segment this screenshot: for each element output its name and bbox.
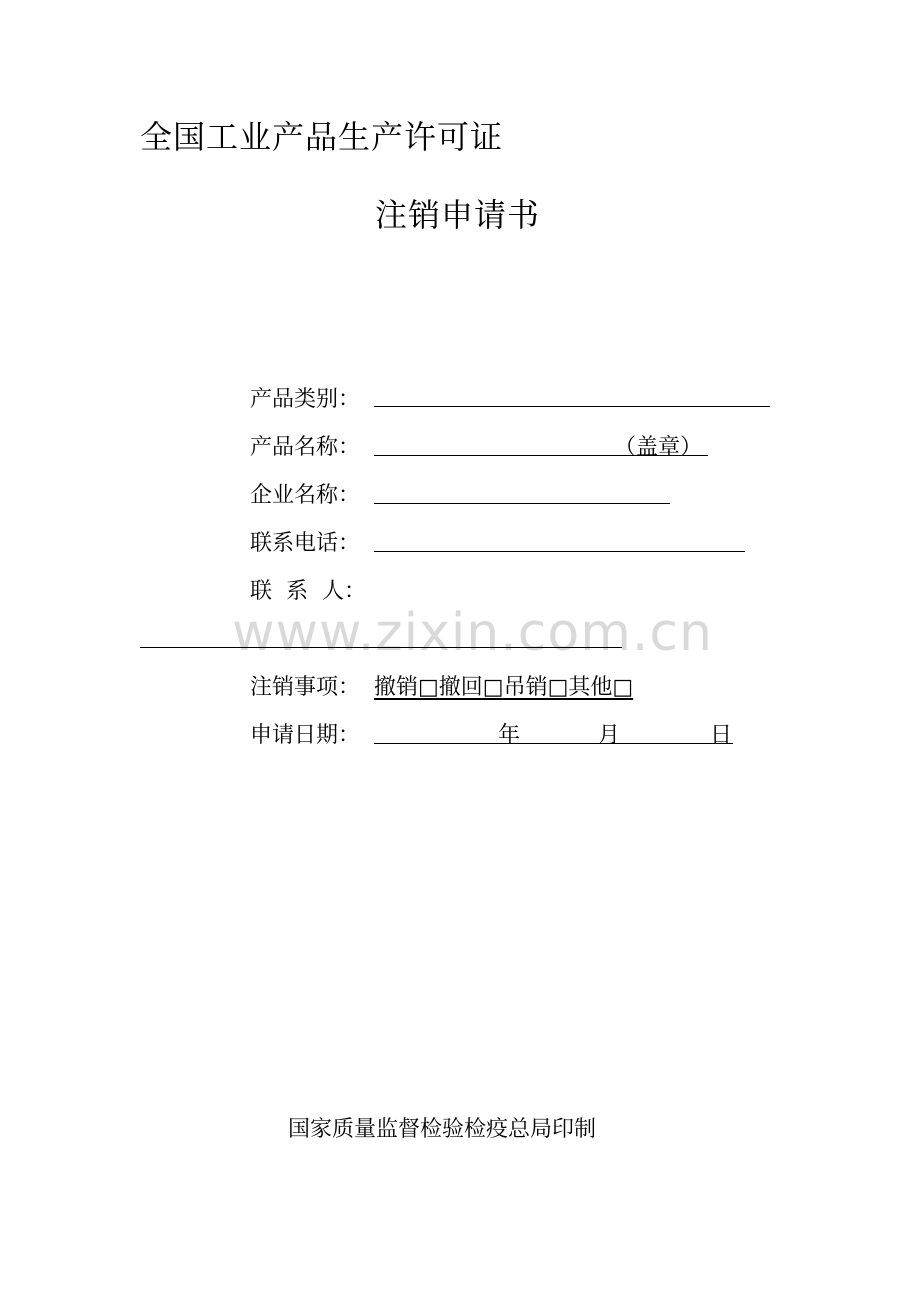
product-name-label: 产品名称： — [250, 435, 361, 460]
contact-label: 联 系 人： — [250, 579, 366, 604]
stamp-note: （盖章） — [614, 435, 703, 460]
phone-label: 联系电话： — [250, 531, 361, 556]
watermark: www.zixin.com.cn — [232, 603, 713, 663]
company-name-field-line[interactable] — [374, 503, 670, 504]
issuer-footer: 国家质量监督检验检疫总局印制 — [288, 1117, 597, 1142]
product-category-label: 产品类别： — [250, 387, 361, 412]
contact-field-line[interactable] — [140, 647, 622, 648]
month-char: 月 — [598, 723, 621, 748]
day-char: 日 — [710, 723, 733, 748]
document-title-line1: 全国工业产品生产许可证 — [140, 118, 504, 156]
company-name-label: 企业名称： — [250, 483, 361, 508]
apply-date-field-line[interactable] — [374, 743, 733, 744]
product-category-field-line[interactable] — [374, 406, 770, 407]
phone-field-line[interactable] — [374, 551, 745, 552]
cancellation-items-label: 注销事项： — [250, 675, 361, 700]
year-char: 年 — [498, 723, 521, 748]
document-title-line2: 注销申请书 — [375, 196, 541, 234]
apply-date-label: 申请日期： — [250, 723, 361, 748]
cancellation-items-options[interactable]: 撤销□撤回□吊销□其他□ — [374, 675, 634, 700]
